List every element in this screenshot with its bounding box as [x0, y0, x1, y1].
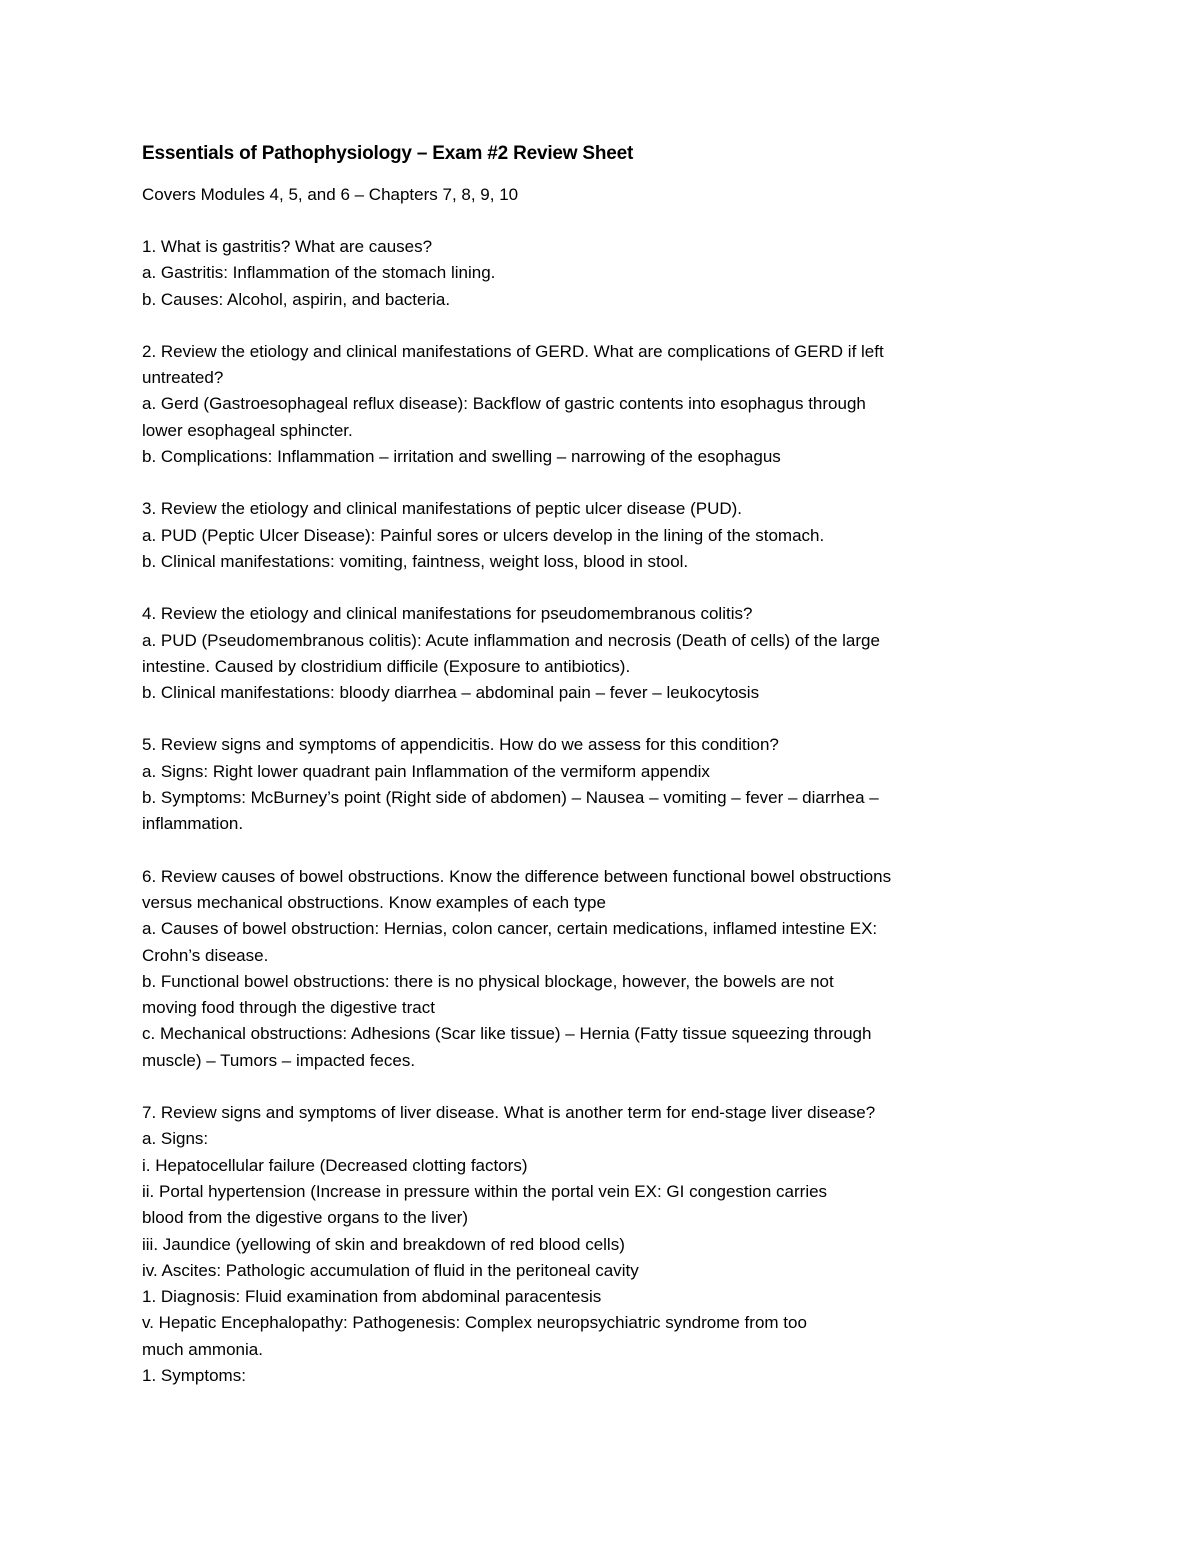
text-line: 7. Review signs and symptoms of liver disease. What is another term for end-stage liver disease? [142, 1103, 876, 1123]
text-line: b. Symptoms: McBurney’s point (Right side of abdomen) – Nausea – vomiting – fever – diarrhea – [142, 788, 879, 808]
text-line: ii. Portal hypertension (Increase in pressure within the portal vein EX: GI congestion carries [142, 1181, 828, 1201]
question-section-1 [142, 234, 1042, 313]
text-line: untreated? [142, 368, 224, 388]
question-section-6 [142, 864, 1042, 1074]
text-line: b. Clinical manifestations: bloody diarrhea – abdominal pain – fever – leukocytosis [142, 683, 760, 703]
text-line: b. Clinical manifestations: vomiting, faintness, weight loss, blood in stool. [142, 551, 689, 571]
text-line: c. Mechanical obstructions: Adhesions (Scar like tissue) – Hernia (Fatty tissue squeezing through [142, 1024, 872, 1044]
text-line: a. Causes of bowel obstruction: Hernias, colon cancer, certain medications, inflamed intestine EX: [142, 919, 878, 939]
question-section-4 [142, 601, 1042, 706]
text-line: 6. Review causes of bowel obstructions. Know the difference between functional bowel obstructions [142, 866, 892, 886]
text-line: a. Signs: [142, 1129, 209, 1149]
text-line: b. Functional bowel obstructions: there is no physical blockage, however, the bowels are not [142, 971, 834, 991]
text-line: 4. Review the etiology and clinical manifestations for pseudomembranous colitis? [142, 604, 753, 624]
question-section-7 [142, 1100, 1042, 1389]
text-line: a. PUD (Pseudomembranous colitis): Acute inflammation and necrosis (Death of cells) of the large [142, 630, 880, 650]
text-line: 1. What is gastritis? What are causes? [142, 237, 433, 256]
document-page [142, 140, 1042, 1389]
text-line: lower esophageal sphincter. [142, 420, 353, 440]
text-line: 1. Symptoms: [142, 1365, 246, 1385]
text-line: 3. Review the etiology and clinical manifestations of peptic ulcer disease (PUD). [142, 499, 743, 519]
text-line: moving food through the digestive tract [142, 998, 435, 1018]
document-title: Essentials of Pathophysiology – Exam #2 Review Sheet [142, 143, 634, 164]
text-line: intestine. Caused by clostridium difficile (Exposure to antibiotics). [142, 656, 631, 676]
question-section-2 [142, 339, 1042, 470]
text-line: a. Gerd (Gastroesophageal reflux disease): Backflow of gastric contents into esophagus through [142, 394, 866, 414]
text-line: a. PUD (Peptic Ulcer Disease): Painful sores or ulcers develop in the lining of the stomach. [142, 525, 825, 545]
review-questions [142, 234, 1042, 1389]
text-line: v. Hepatic Encephalopathy: Pathogenesis: Complex neuropsychiatric syndrome from too [142, 1313, 807, 1333]
text-line: i. Hepatocellular failure (Decreased clotting factors) [142, 1155, 528, 1175]
question-section-5 [142, 732, 1042, 837]
text-line: Crohn’s disease. [142, 945, 269, 965]
text-line: a. Signs: Right lower quadrant pain Inflammation of the vermiform appendix [142, 761, 710, 781]
text-line: versus mechanical obstructions. Know examples of each type [142, 892, 606, 912]
text-line: iii. Jaundice (yellowing of skin and breakdown of red blood cells) [142, 1234, 625, 1254]
text-line: 1. Diagnosis: Fluid examination from abdominal paracentesis [142, 1287, 602, 1307]
text-line: a. Gastritis: Inflammation of the stomach lining. [142, 263, 496, 283]
text-line: blood from the digestive organs to the liver) [142, 1208, 469, 1228]
text-line: iv. Ascites: Pathologic accumulation of fluid in the peritoneal cavity [142, 1260, 639, 1280]
text-line: muscle) – Tumors – impacted feces. [142, 1050, 416, 1070]
question-section-3 [142, 496, 1042, 575]
document-subtitle: Covers Modules 4, 5, and 6 – Chapters 7, 8, 9, 10 [142, 185, 519, 204]
text-line: much ammonia. [142, 1339, 263, 1359]
text-line: b. Complications: Inflammation – irritation and swelling – narrowing of the esophagus [142, 447, 781, 467]
text-line: 2. Review the etiology and clinical manifestations of GERD. What are complications of GERD if left [142, 341, 884, 361]
text-line: b. Causes: Alcohol, aspirin, and bacteria. [142, 289, 451, 309]
text-line: 5. Review signs and symptoms of appendicitis. How do we assess for this condition? [142, 735, 779, 755]
text-line: inflammation. [142, 814, 244, 834]
